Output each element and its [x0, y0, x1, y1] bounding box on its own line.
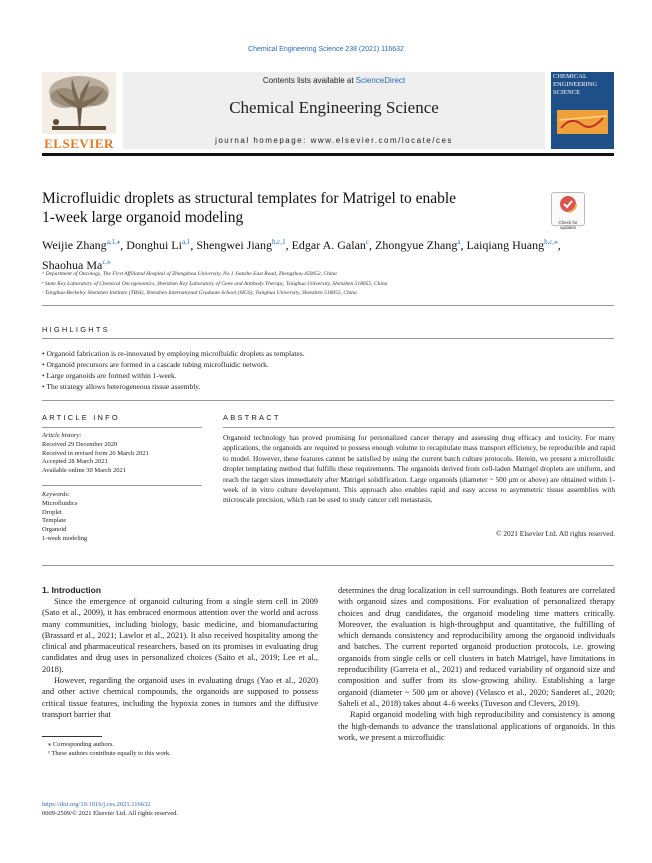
separator: ,: [190, 238, 197, 252]
check-updates-label: Check for updates: [558, 220, 578, 230]
article-info: [42, 432, 202, 544]
footnotes: [42, 740, 318, 758]
journal-homepage: [123, 136, 545, 145]
article-title: [42, 189, 542, 227]
author-name[interactable]: Zhongyue Zhang: [375, 238, 458, 252]
check-updates-icon: [552, 193, 584, 215]
body-left-column: [42, 596, 318, 720]
divider: [42, 305, 614, 306]
highlights-heading: HIGHLIGHTS: [42, 325, 110, 334]
author-affiliation-marker[interactable]: a: [457, 238, 461, 246]
separator: ,: [557, 238, 561, 252]
cover-title: CHEMICAL ENGINEERING SCIENCE: [553, 73, 598, 96]
affiliation-b: ᵇ State Key Laboratory of Chemical Oncogenomics, Shenzhen Key Laboratory of Gene and Antibody Therapy, Tsinghua University, Shenzhen 518055, China: [42, 280, 388, 287]
author-affiliation-marker[interactable]: b,c,⁎: [544, 238, 558, 246]
sciencedirect-link[interactable]: ScienceDirect: [355, 76, 406, 85]
highlight-item: • Large organoids are formed within 1-week.: [42, 370, 612, 381]
affiliation-a: ᵃ Department of Oncology, The First Affiliated Hospital of Zhengzhou University, No.1 Jianshe East Road, Zhengzhou 450052, China: [42, 271, 337, 277]
article-title-line2: 1-week large organoid modeling: [42, 209, 244, 226]
section-title: 1. Introduction: [42, 585, 102, 595]
affiliation-c: ᶜ Tsinghua-Berkeley Shenzhen Institute (TBSI), Shenzhen International Graduate School (SIGS), Tsinghua University, Shenzhen 518055, China: [42, 290, 357, 296]
body-right-column: [338, 585, 615, 743]
author-list: [42, 234, 572, 274]
author-name[interactable]: Shaohua Ma: [42, 258, 103, 272]
affiliations: [42, 270, 612, 299]
homepage-url[interactable]: www.elsevier.com/locate/ces: [310, 136, 453, 145]
separator: ,: [460, 238, 467, 252]
author-name[interactable]: Shengwei Jiang: [196, 238, 272, 252]
divider: [42, 427, 202, 428]
abstract-copyright: © 2021 Elsevier Ltd. All rights reserved.: [495, 529, 615, 538]
keyword: Organoid: [42, 526, 67, 534]
footnote-corresponding: ⁎ Corresponding authors.: [48, 741, 114, 748]
elsevier-wordmark: ELSEVIER: [44, 136, 114, 151]
header-rule: [42, 153, 614, 156]
author-affiliation-marker[interactable]: a,1,⁎: [106, 238, 121, 246]
author-affiliation-marker[interactable]: a,1: [181, 238, 191, 246]
homepage-prefix: journal homepage:: [215, 136, 307, 145]
issn-line: 0009-2509/© 2021 Elsevier Ltd. All rights reserved.: [42, 810, 178, 817]
divider: [42, 565, 614, 566]
author-name[interactable]: Laiqiang Huang: [466, 238, 545, 252]
paragraph: However, regarding the organoid uses in evaluating drugs (Yao et al., 2020) and other active chemical compounds, the organoids are supposed to possess critical tissue features, including the hypoxia zones in tumors and the diffusive transport barrier that: [42, 676, 318, 719]
divider: [42, 485, 202, 486]
keyword: Template: [42, 517, 67, 525]
divider: [42, 338, 614, 339]
keywords-label: Keywords:: [42, 490, 70, 498]
journal-title: Chemical Engineering Science: [229, 98, 439, 117]
contents-line: [123, 76, 545, 85]
paragraph: Rapid organoid modeling with high reproducibility and consistency is among the high-demands to advance the translational applications of organoids. In this work, we present a microfluidic: [338, 710, 615, 742]
history-item: Available online 30 March 2021: [42, 467, 126, 475]
divider: [223, 427, 615, 428]
footnote-rule: [42, 736, 102, 737]
keyword: Droplet: [42, 508, 62, 516]
paragraph: determines the drug localization in cell surroundings. Both features are correlated with organoid sizes and compositions. For evaluation of personalized therapy choices and drug candidates, the organoid modeling time matters critically. Moreover, the evaluation is high-throughput and quantitative, the fulfilling of which demands consistency and reproducibility among the organoid individuals and batches. The current reported organoid production protocols, i.e. growing organoids from single cells or cell clusters in batch Matrigel, have limitations in reproducibility (Garreta et al., 2021) and reduced variability of organoid size and composition and suffer from its slow-growing ability. Establishing a large organoid (diameter ~ 500 μm or above) (Velasco et al., 2020; Sanderet al., 2020; Saheli et al., 2018) takes about 4–6 weeks (Tuveson and Clevers, 2019).: [338, 586, 615, 708]
history-label: Article history:: [42, 432, 82, 439]
author-affiliation-marker[interactable]: b,c,1: [271, 238, 286, 246]
divider: [42, 400, 614, 401]
keyword: Microfluidics: [42, 499, 78, 507]
footnote-equal-contribution: ¹ These authors contribute equally to this work.: [48, 750, 171, 757]
highlight-item: • The strategy allows heterogeneous tissue assembly.: [42, 381, 612, 392]
highlight-item: • Organoid fabrication is re-innovated by employing microfluidic droplets as templates.: [42, 348, 612, 359]
history-item: Received 29 December 2020: [42, 440, 118, 448]
check-for-updates-button[interactable]: [551, 192, 585, 230]
separator: ,: [285, 238, 292, 252]
highlights-list: [42, 348, 612, 392]
paragraph: Since the emergence of organoid culturing from a single stem cell in 2009 (Sato et al., 2009), it has embraced enormous attention over the world and across many communities, including biology, basic medicine, and biomanufacturing (Brassard et al., 2021; Lawlor et al., 2021). It also received hospitality among the clinical and pharmaceutical researchers, based on its promises in evaluating drug candidates and drug uses in personalized choices (Saito et al., 2019; Lee et al., 2018).: [42, 597, 318, 674]
contents-prefix: Contents lists available at: [262, 76, 354, 85]
highlight-item: • Organoid precursors are formed in a cascade tubing microfluidic network.: [42, 359, 612, 370]
author-name[interactable]: Edgar A. Galan: [291, 238, 366, 252]
separator: ,: [120, 238, 127, 252]
author-name[interactable]: Weijie Zhang: [42, 238, 107, 252]
author-affiliation-marker[interactable]: c: [365, 238, 370, 246]
article-title-line1: Microfluidic droplets as structural templates for Matrigel to enable: [42, 190, 457, 207]
abstract-text: Organoid technology has proved promising for personalized cancer therapy and assessing drug efficacy and toxicity. For many applications, the organoids are required to possess enough volume to recapitulate mass transport efficiency, be reproducible and rapid to model. However, these features cannot be satisfied by using the current batch culture protocols. Herein, we present a microfluidic droplet templating method that fulfills these requirements. The organoids derived from cell-laden Matrigel droplets are uniform, and reach the target sizes immediately after Matrigel solidification. Large organoids (diameter ~ 500 μm or above) are obtained within 1-week of in vitro culture development. This approach also enables rapid and easy access to asymmetric tissue assemblies with microscale precision, which can be used to study cancer cell metastasis.: [223, 433, 615, 505]
history-item: Received in revised form 26 March 2021: [42, 449, 149, 457]
abstract-heading: ABSTRACT: [223, 413, 281, 422]
history-item: Accepted 28 March 2021: [42, 458, 108, 466]
separator: ,: [369, 238, 376, 252]
doi-link[interactable]: https://doi.org/10.1016/j.ces.2021.116632: [42, 801, 151, 808]
keyword: 1-week modeling: [42, 534, 88, 542]
author-affiliation-marker[interactable]: c,⁎: [102, 258, 111, 266]
author-name[interactable]: Donghui Li: [126, 238, 182, 252]
doi-block: [42, 800, 318, 818]
article-info-heading: ARTICLE INFO: [42, 413, 120, 422]
journal-reference[interactable]: Chemical Engineering Science 238 (2021) 116632: [248, 46, 404, 53]
